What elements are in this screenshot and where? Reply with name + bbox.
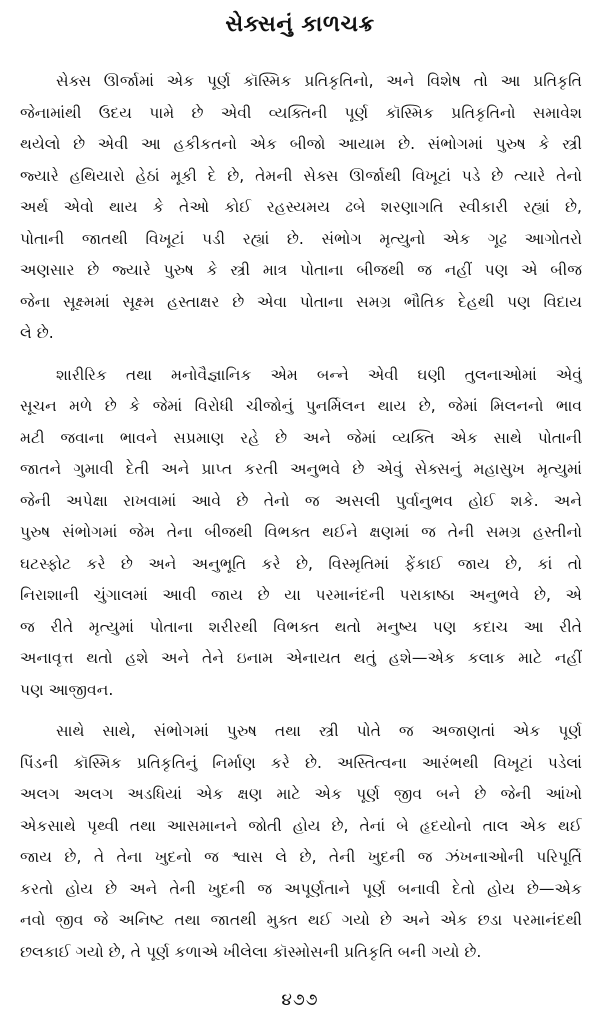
text-line: પિંડની કૉસ્મિક પ્રતિકૃતિનું નિર્માણ કરે છે. અસ્તિત્વના આરંભથી વિખૂટાં પડેલાં (20, 753, 582, 772)
text-line: એકસાથે પૃથ્વી તથા આસમાનને જોતી હોય છે, તેનાં બે હૃદયોનો તાલ એક થઈ (20, 816, 582, 835)
text-line: છલકાઈ ગયો છે, તે પૂર્ણ કળાએ ખીલેલા કૉસ્મોસની પ્રતિકૃતિ બની ગયો છે. (20, 942, 482, 961)
text-line: લે છે. (20, 324, 54, 342)
page-title: સેક્સનું કાળચક્ર (225, 12, 375, 37)
text-line: સૂચન મળે છે કે જેમાં વિરોધી ચીજોનું પુનર્મિલન થાય છે, જેમાં મિલનનો ભાવ (20, 397, 582, 415)
text-line: જ્યારે હથિયારો હેઠાં મૂકી દે છે, તેમની સેક્સ ઊર્જાથી વિખૂટાં પડે છે ત્યારે તેનો (20, 166, 582, 185)
text-line: પુરુષ સંભોગમાં જેમ તેના બીજથી વિભક્ત થઈને ક્ષણમાં જ તેની સમગ્ર હસ્તીનો (20, 523, 582, 541)
text-line: નિરાશાની ચુંગાલમાં આવી જાય છે યા પરમાનંદની પરાકાષ્ઠા અનુભવે છે, એ (20, 586, 582, 604)
paragraph-1 (20, 66, 582, 350)
text-line: જ રીતે મૃત્યુમાં પોતાના શરીરથી વિભક્ત થતો મનુષ્ય પણ કદાચ આ રીતે (20, 617, 582, 636)
text-line: અનાવૃત્ત થતો હશે અને તેને ઇનામ એનાયત થતું હશે—એક કલાક માટે નહીં (20, 649, 582, 667)
text-line: સેક્સ ઊર્જામાં એક પૂર્ણ કૉસ્મિક પ્રતિકૃતિનો, અને વિશેષ તો આ પ્રતિકૃતિ (56, 72, 582, 90)
text-line: જેના સૂક્ષ્મમાં સૂક્ષ્મ હસ્તાક્ષર છે એવા પોતાના સમગ્ર ભૌતિક દેહથી પણ વિદાય (20, 292, 582, 311)
text-line: પોતાની જાતથી વિખૂટાં પડી રહ્યાં છે. સંભોગ મૃત્યુનો એક ગૂઢ આગોતરો (20, 229, 582, 248)
text-line: અણસાર છે જ્યારે પુરુષ કે સ્ત્રી માત્ર પોતાના બીજથી જ નહીં પણ એ બીજ (20, 261, 582, 279)
paragraph-3 (20, 716, 582, 968)
text-line: જેનામાંથી ઉદય પામે છે એવી વ્યક્તિની પૂર્ણ કૉસ્મિક પ્રતિકૃતિનો સમાવેશ (20, 103, 582, 122)
text-line: જેની અપેક્ષા રાખવામાં આવે છે તેનો જ અસલી પુર્વાનુભવ હોઈ શકે. અને (20, 491, 582, 510)
page-body (20, 66, 582, 978)
text-line: જાય છે, તે તેના ખુદનો જ શ્વાસ લે છે, તેની ખુદની જ ઝંખનાઓની પરિપૂર્તિ (20, 848, 582, 866)
text-line: જાતને ગુમાવી દેતી અને પ્રાપ્ત કરતી અનુભવે છે એવું સેક્સનું મહાસુખ મૃત્યુમાં (20, 460, 582, 478)
text-line: શારીરિક તથા મનોવૈજ્ઞાનિક એમ બન્ને એવી ઘણી તુલનાઓમાં એવું (56, 365, 582, 384)
paragraph-2 (20, 360, 582, 707)
text-line: સાથે સાથે, સંભોગમાં પુરુષ તથા સ્ત્રી પોતે જ અજાણતાં એક પૂર્ણ (56, 722, 582, 740)
text-line: કરતો હોય છે અને તેની ખુદની જ અપૂર્ણતાને પૂર્ણ બનાવી દેતો હોય છે—એક (20, 879, 582, 898)
text-line: થયેલો છે એવી આ હકીકતનો એક બીજો આયામ છે. સંભોગમાં પુરુષ કે સ્ત્રી (20, 135, 582, 153)
text-line: નવો જીવ જે અનિષ્ટ તથા જાતથી મુક્ત થઈ ગયો છે અને એક છડા પરમાનંદથી (20, 911, 582, 929)
text-line: પણ આજીવન. (20, 680, 114, 699)
page-number: ૪૭૭ (281, 990, 319, 1010)
text-line: ઘટસ્ફોટ કરે છે અને અનુભૂતિ કરે છે, વિસ્મૃતિમાં ફેંકાઈ જાય છે, કાં તો (20, 554, 582, 573)
text-line: અલગ અલગ અડધિયાં એક ક્ષણ માટે એક પૂર્ણ જીવ બને છે જેની આંખો (20, 785, 582, 803)
text-line: અર્થ એવો થાય કે તેઓ કોઈ રહસ્યમય ઢબે શરણાગતિ સ્વીકારી રહ્યાં છે, (20, 198, 582, 216)
text-line: મટી જવાના ભાવને સપ્રમાણ રહે છે અને જેમાં વ્યક્તિ એક સાથે પોતાની (20, 428, 582, 447)
